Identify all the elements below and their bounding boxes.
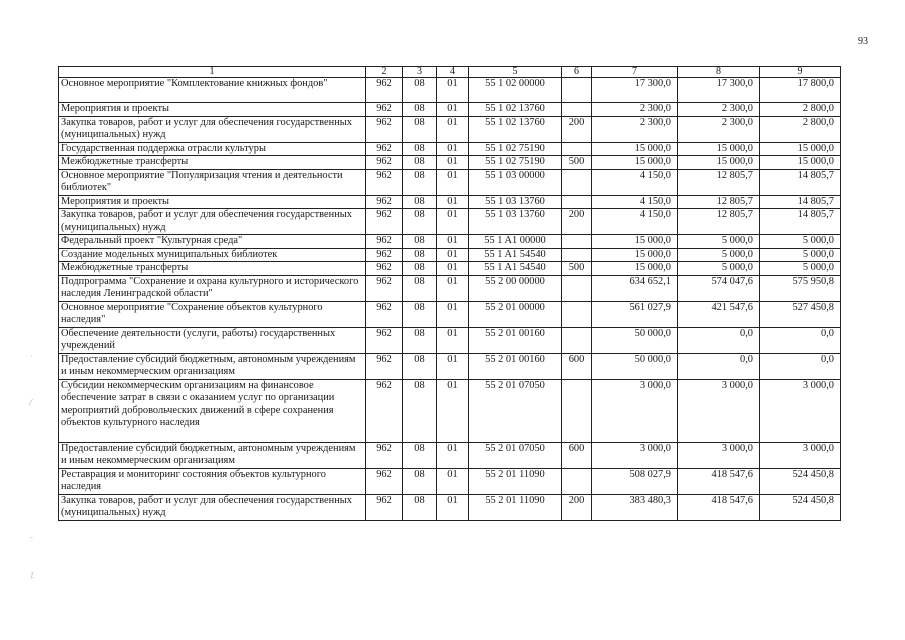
value-cell: 15 000,0: [760, 142, 841, 156]
value-cell: 55 2 01 11090: [469, 494, 562, 520]
value-cell: 383 480,3: [592, 494, 678, 520]
row-name-cell: Реставрация и мониторинг состояния объектов культурного наследия: [59, 468, 366, 494]
value-cell: 200: [562, 116, 592, 142]
value-cell: 17 300,0: [678, 78, 760, 103]
value-cell: 561 027,9: [592, 301, 678, 327]
scan-artifact: ⁄: [30, 398, 32, 407]
table-row: [59, 78, 841, 103]
table-row: [59, 353, 841, 379]
value-cell: 575 950,8: [760, 275, 841, 301]
value-cell: 01: [437, 78, 469, 103]
column-header: 9: [760, 67, 841, 78]
value-cell: [562, 195, 592, 209]
table-row: [59, 494, 841, 520]
value-cell: 01: [437, 468, 469, 494]
row-name-cell: Межбюджетные трансферты: [59, 262, 366, 276]
value-cell: [562, 235, 592, 249]
value-cell: 55 2 01 07050: [469, 442, 562, 468]
value-cell: 01: [437, 379, 469, 442]
value-cell: 08: [403, 142, 437, 156]
value-cell: 15 000,0: [592, 235, 678, 249]
value-cell: 55 2 01 00160: [469, 353, 562, 379]
value-cell: 3 000,0: [592, 379, 678, 442]
value-cell: 55 2 01 07050: [469, 379, 562, 442]
value-cell: 17 300,0: [592, 78, 678, 103]
row-name-cell: Мероприятия и проекты: [59, 103, 366, 117]
scan-artifact: ·: [30, 352, 33, 361]
value-cell: 962: [366, 468, 403, 494]
row-name-cell: Создание модельных муниципальных библиотек: [59, 248, 366, 262]
value-cell: [562, 78, 592, 103]
scan-artifact: ⁒: [30, 571, 34, 580]
value-cell: 3 000,0: [760, 379, 841, 442]
value-cell: 01: [437, 209, 469, 235]
value-cell: 12 805,7: [678, 195, 760, 209]
value-cell: 08: [403, 156, 437, 170]
value-cell: 962: [366, 103, 403, 117]
row-name-cell: Закупка товаров, работ и услуг для обеспечения государственных (муниципальных) нужд: [59, 116, 366, 142]
value-cell: 08: [403, 301, 437, 327]
value-cell: 962: [366, 156, 403, 170]
value-cell: 15 000,0: [592, 156, 678, 170]
page-number: 93: [858, 36, 868, 47]
value-cell: 421 547,6: [678, 301, 760, 327]
value-cell: 01: [437, 169, 469, 195]
value-cell: 4 150,0: [592, 209, 678, 235]
value-cell: 962: [366, 142, 403, 156]
value-cell: 962: [366, 195, 403, 209]
value-cell: [562, 142, 592, 156]
value-cell: 527 450,8: [760, 301, 841, 327]
value-cell: 08: [403, 195, 437, 209]
value-cell: 5 000,0: [678, 262, 760, 276]
table-row: [59, 442, 841, 468]
row-name-cell: Основное мероприятие "Сохранение объектов культурного наследия": [59, 301, 366, 327]
value-cell: 55 1 A1 54540: [469, 262, 562, 276]
value-cell: 08: [403, 379, 437, 442]
value-cell: 962: [366, 209, 403, 235]
row-name-cell: Мероприятия и проекты: [59, 195, 366, 209]
value-cell: 962: [366, 116, 403, 142]
value-cell: 15 000,0: [678, 142, 760, 156]
value-cell: 01: [437, 262, 469, 276]
value-cell: 55 2 01 00000: [469, 301, 562, 327]
value-cell: [562, 169, 592, 195]
value-cell: [562, 248, 592, 262]
row-name-cell: Межбюджетные трансферты: [59, 156, 366, 170]
value-cell: 55 1 02 13760: [469, 103, 562, 117]
table-row: [59, 275, 841, 301]
value-cell: 55 1 02 13760: [469, 116, 562, 142]
value-cell: 01: [437, 442, 469, 468]
value-cell: 500: [562, 156, 592, 170]
value-cell: 962: [366, 248, 403, 262]
value-cell: 01: [437, 156, 469, 170]
value-cell: 55 1 02 75190: [469, 142, 562, 156]
value-cell: 4 150,0: [592, 169, 678, 195]
value-cell: 2 800,0: [760, 116, 841, 142]
value-cell: 55 1 02 00000: [469, 78, 562, 103]
value-cell: [562, 301, 592, 327]
value-cell: 01: [437, 275, 469, 301]
value-cell: 08: [403, 442, 437, 468]
row-name-cell: Закупка товаров, работ и услуг для обеспечения государственных (муниципальных) нужд: [59, 494, 366, 520]
value-cell: 01: [437, 116, 469, 142]
column-header: 5: [469, 67, 562, 78]
value-cell: 962: [366, 379, 403, 442]
value-cell: 5 000,0: [678, 248, 760, 262]
value-cell: 508 027,9: [592, 468, 678, 494]
value-cell: 962: [366, 275, 403, 301]
value-cell: 962: [366, 442, 403, 468]
value-cell: [562, 379, 592, 442]
row-name-cell: Закупка товаров, работ и услуг для обеспечения государственных (муниципальных) нужд: [59, 209, 366, 235]
value-cell: 524 450,8: [760, 468, 841, 494]
scan-artifact: -: [30, 533, 33, 542]
value-cell: 55 1 03 13760: [469, 209, 562, 235]
value-cell: [562, 275, 592, 301]
value-cell: 2 300,0: [592, 103, 678, 117]
table-row: [59, 235, 841, 249]
table-row: [59, 262, 841, 276]
value-cell: 3 000,0: [678, 379, 760, 442]
value-cell: 55 2 00 00000: [469, 275, 562, 301]
column-header: 1: [59, 67, 366, 78]
value-cell: 01: [437, 494, 469, 520]
budget-table: [58, 66, 841, 521]
value-cell: 2 300,0: [678, 103, 760, 117]
table-row: [59, 379, 841, 442]
value-cell: 200: [562, 209, 592, 235]
value-cell: 0,0: [760, 327, 841, 353]
value-cell: 08: [403, 209, 437, 235]
value-cell: 5 000,0: [760, 248, 841, 262]
row-name-cell: Основное мероприятие "Комплектование книжных фондов": [59, 78, 366, 103]
value-cell: 15 000,0: [592, 262, 678, 276]
value-cell: [562, 468, 592, 494]
value-cell: 08: [403, 262, 437, 276]
value-cell: 01: [437, 195, 469, 209]
value-cell: 08: [403, 353, 437, 379]
value-cell: 962: [366, 353, 403, 379]
value-cell: 01: [437, 142, 469, 156]
column-header: 8: [678, 67, 760, 78]
value-cell: 0,0: [678, 353, 760, 379]
value-cell: 08: [403, 468, 437, 494]
table-row: [59, 142, 841, 156]
value-cell: 3 000,0: [760, 442, 841, 468]
value-cell: 08: [403, 169, 437, 195]
value-cell: 01: [437, 103, 469, 117]
value-cell: 15 000,0: [760, 156, 841, 170]
value-cell: 418 547,6: [678, 494, 760, 520]
value-cell: 55 1 03 00000: [469, 169, 562, 195]
table-row: [59, 103, 841, 117]
value-cell: 634 652,1: [592, 275, 678, 301]
row-name-cell: Государственная поддержка отрасли культуры: [59, 142, 366, 156]
value-cell: 2 800,0: [760, 103, 841, 117]
table-row: [59, 116, 841, 142]
value-cell: 08: [403, 103, 437, 117]
value-cell: 962: [366, 262, 403, 276]
header-row: [59, 67, 841, 78]
value-cell: 962: [366, 169, 403, 195]
value-cell: 962: [366, 78, 403, 103]
value-cell: 600: [562, 442, 592, 468]
table-row: [59, 301, 841, 327]
value-cell: 2 300,0: [592, 116, 678, 142]
column-header: 2: [366, 67, 403, 78]
value-cell: [562, 103, 592, 117]
value-cell: [562, 327, 592, 353]
row-name-cell: Федеральный проект "Культурная среда": [59, 235, 366, 249]
value-cell: 962: [366, 327, 403, 353]
value-cell: 08: [403, 494, 437, 520]
value-cell: 0,0: [678, 327, 760, 353]
value-cell: 01: [437, 248, 469, 262]
table-row: [59, 169, 841, 195]
value-cell: 500: [562, 262, 592, 276]
row-name-cell: Предоставление субсидий бюджетным, автономным учреждениям и иным некоммерческим организациям: [59, 353, 366, 379]
row-name-cell: Предоставление субсидий бюджетным, автономным учреждениям и иным некоммерческим организациям: [59, 442, 366, 468]
value-cell: 14 805,7: [760, 169, 841, 195]
value-cell: 01: [437, 353, 469, 379]
value-cell: 200: [562, 494, 592, 520]
value-cell: 962: [366, 301, 403, 327]
column-header: 4: [437, 67, 469, 78]
column-header: 6: [562, 67, 592, 78]
value-cell: 55 1 A1 00000: [469, 235, 562, 249]
value-cell: 12 805,7: [678, 169, 760, 195]
table-row: [59, 468, 841, 494]
value-cell: 55 1 A1 54540: [469, 248, 562, 262]
table-row: [59, 156, 841, 170]
row-name-cell: Субсидии некоммерческим организациям на финансовое обеспечение затрат в связи с оказанием услуг по организации мероприятий добровольческих движений в сфере сохранения объектов культурного наследия: [59, 379, 366, 442]
table-row: [59, 327, 841, 353]
value-cell: 55 2 01 00160: [469, 327, 562, 353]
value-cell: 574 047,6: [678, 275, 760, 301]
value-cell: 15 000,0: [678, 156, 760, 170]
column-header: 3: [403, 67, 437, 78]
value-cell: 2 300,0: [678, 116, 760, 142]
value-cell: 15 000,0: [592, 248, 678, 262]
value-cell: 962: [366, 494, 403, 520]
table-row: [59, 209, 841, 235]
value-cell: 17 800,0: [760, 78, 841, 103]
value-cell: 5 000,0: [760, 262, 841, 276]
value-cell: 962: [366, 235, 403, 249]
value-cell: 14 805,7: [760, 209, 841, 235]
value-cell: 08: [403, 235, 437, 249]
value-cell: 08: [403, 78, 437, 103]
column-header: 7: [592, 67, 678, 78]
value-cell: 08: [403, 248, 437, 262]
value-cell: 08: [403, 327, 437, 353]
value-cell: 524 450,8: [760, 494, 841, 520]
value-cell: 55 2 01 11090: [469, 468, 562, 494]
value-cell: 01: [437, 327, 469, 353]
table-row: [59, 195, 841, 209]
value-cell: 0,0: [760, 353, 841, 379]
row-name-cell: Основное мероприятие "Популяризация чтения и деятельности библиотек": [59, 169, 366, 195]
value-cell: 08: [403, 275, 437, 301]
value-cell: 3 000,0: [592, 442, 678, 468]
value-cell: 01: [437, 301, 469, 327]
value-cell: 600: [562, 353, 592, 379]
value-cell: 08: [403, 116, 437, 142]
value-cell: 15 000,0: [592, 142, 678, 156]
row-name-cell: Подпрограмма "Сохранение и охрана культурного и исторического наследия Ленинградской области": [59, 275, 366, 301]
value-cell: 4 150,0: [592, 195, 678, 209]
value-cell: 14 805,7: [760, 195, 841, 209]
value-cell: 50 000,0: [592, 327, 678, 353]
value-cell: 50 000,0: [592, 353, 678, 379]
table-row: [59, 248, 841, 262]
value-cell: 3 000,0: [678, 442, 760, 468]
row-name-cell: Обеспечение деятельности (услуги, работы) государственных учреждений: [59, 327, 366, 353]
value-cell: 5 000,0: [678, 235, 760, 249]
value-cell: 55 1 03 13760: [469, 195, 562, 209]
value-cell: 12 805,7: [678, 209, 760, 235]
value-cell: 5 000,0: [760, 235, 841, 249]
value-cell: 55 1 02 75190: [469, 156, 562, 170]
value-cell: 01: [437, 235, 469, 249]
value-cell: 418 547,6: [678, 468, 760, 494]
